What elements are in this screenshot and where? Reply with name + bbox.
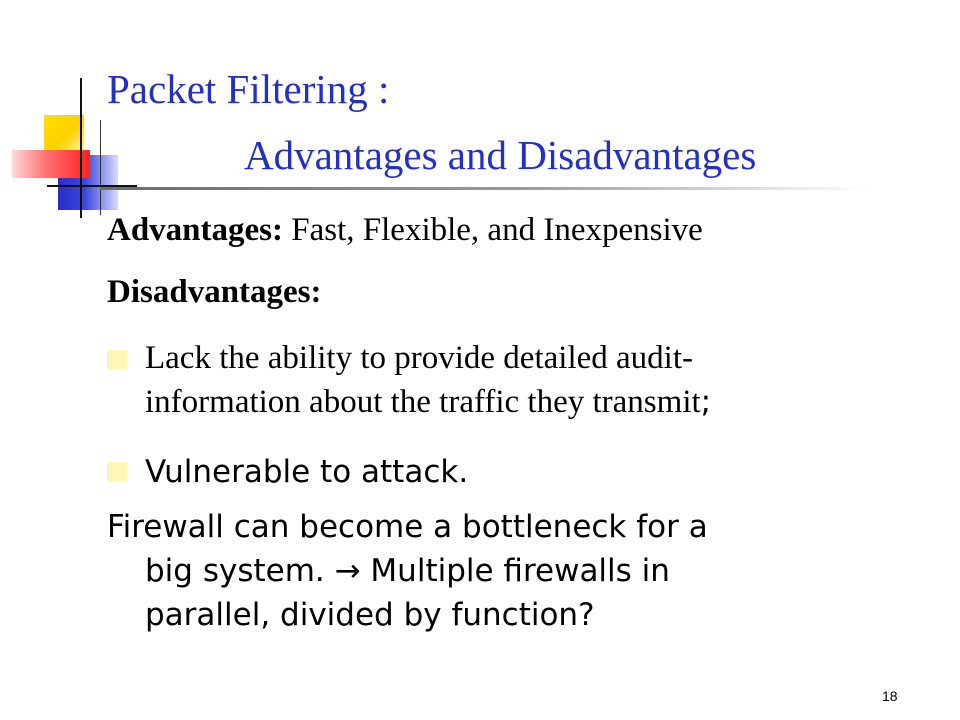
disadvantages-label: Disadvantages: xyxy=(107,274,322,310)
logo-red-bar xyxy=(12,150,90,178)
bullet-text: Vulnerable to attack. xyxy=(145,454,469,490)
slide-title xyxy=(107,56,907,188)
bullet-line-2-tail: ; xyxy=(700,384,712,420)
title-line-1: Packet Filtering : xyxy=(107,66,390,112)
advantages-label: Advantages: xyxy=(107,212,284,248)
logo-vertical-line-thin xyxy=(100,120,101,215)
advantages-text: Fast, Flexible, and Inexpensive xyxy=(283,212,703,248)
bullet-square-icon xyxy=(107,462,127,482)
page-number: 18 xyxy=(882,688,898,704)
bullet-line-2 xyxy=(145,380,905,424)
paragraph-line-2: big system. → Multiple firewalls in xyxy=(145,553,670,589)
bullet-text xyxy=(145,336,905,424)
bullet-line-1: Lack the ability to provide detailed audit- xyxy=(145,340,693,376)
logo-yellow-square xyxy=(44,115,84,153)
advantages-line xyxy=(107,212,703,249)
title-underline xyxy=(100,187,870,190)
paragraph-line-3: parallel, divided by function? xyxy=(145,597,595,633)
bullet-line-2-text: information about the traffic they transmit xyxy=(145,384,701,420)
closing-paragraph xyxy=(107,505,867,637)
bullet-square-icon xyxy=(107,350,127,370)
logo-vertical-line xyxy=(80,78,82,218)
title-line-2: Advantages and Disadvantages xyxy=(244,132,757,178)
paragraph-line-1: Firewall can become a bottleneck for a xyxy=(107,509,708,545)
